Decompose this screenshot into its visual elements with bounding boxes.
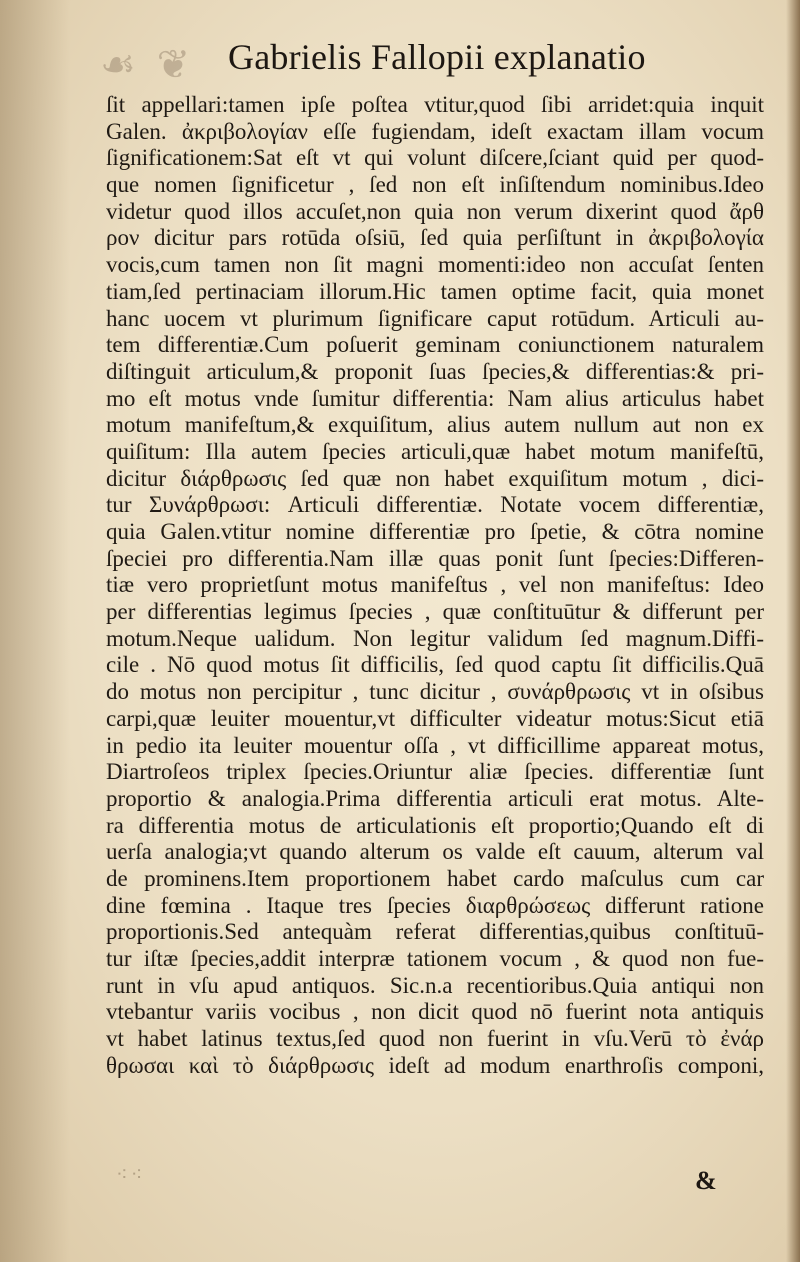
text-line: cile . Nō quod motus ſit difficilis, ſed quod captu ſit difficilis.Quā [106, 652, 764, 678]
text-line: tiæ vero proprietſunt motus manifeſtus , vel non manifeſtus: Ideo [106, 572, 764, 598]
text-line: de prominens.Item proportionem habet cardo maſculus cum car [106, 865, 764, 891]
page-edge [786, 0, 800, 1262]
text-line: motum manifeſtum,& exquiſitum, alius autem nullum aut non ex [106, 412, 764, 438]
text-line: motum.Neque ualidum. Non legitur validum ſed magnum.Diffi- [106, 625, 764, 651]
gutter-shadow [0, 0, 70, 1262]
text-line: que nomen ſignificetur , ſed non eſt inſiſtendum nominibus.Ideo [106, 172, 764, 198]
text-block [86, 92, 764, 1079]
text-line: ra differentia motus de articulationis eſt proportio;Quando eſt di [106, 812, 764, 838]
text-line: quia Galen.vtitur nomine differentiæ pro ſpetie, & cōtra nomine [106, 519, 764, 544]
text-line: diſtinguit articulum,& proponit ſuas ſpecies,& differentias:& pri- [106, 358, 764, 384]
text-line: mo eſt motus vnde ſumitur differentia: Nam alius articulus habet [106, 385, 764, 411]
text-line: videtur quod illos accuſet,non quia non verum dixerint quod ἄρθ [106, 198, 764, 224]
text-line: Diartroſeos triplex ſpecies.Oriuntur aliæ ſpecies. differentiæ ſunt [106, 759, 764, 785]
text-line: ρον dicitur pars rotūda oſsiū, ſed quia perſiſtunt in ἀκριβολογία [106, 225, 764, 251]
text-line: proportionis.Sed antequàm referat differentias,quibus conſtituū- [106, 919, 764, 945]
text-line: vtebantur variis vocibus , non dicit quod nō fuerint nota antiquis [106, 999, 764, 1025]
text-line: runt in vſu apud antiquos. Sic.n.a recentioribus.Quia antiqui non [106, 972, 764, 998]
running-head: Gabrielis Fallopii explanatio [228, 37, 646, 77]
text-line: Galen. ἀκριβολογίαν eſſe fugiendam, ideſt exactam illam vocum [106, 118, 764, 144]
text-line: do motus non percipitur , tunc dicitur , συνάρθρωσις vt in oſsibus [106, 679, 764, 705]
catchword: & [695, 1166, 717, 1195]
text-line: tem differentiæ.Cum poſuerit geminam coniunctionem naturalem [106, 332, 764, 358]
text-line: per differentias legimus ſpecies , quæ conſtituūtur & differunt per [106, 599, 764, 625]
text-line: hanc uocem vt plurimum ſignificare caput rotūdum. Articuli au- [106, 305, 764, 331]
text-line: ſit appellari:tamen ipſe poſtea vtitur,quod ſibi arridet:quia inquit [106, 92, 764, 117]
text-line: tur Συνάρθρωσι: Articuli differentiæ. Notate vocem differentiæ, [106, 492, 764, 518]
text-line: tiam,ſed pertinaciam illorum.Hic tamen optime facit, quia monet [106, 278, 764, 304]
text-line: tur iſtæ ſpecies,addit interpræ tationem vocum , & quod non fue- [106, 946, 764, 971]
text-line: carpi,quæ leuiter mouentur,vt difficulter videatur motus:Sicut etiā [106, 705, 764, 731]
text-line: in pedio ita leuiter mouentur oſſa , vt difficillime appareat motus, [106, 732, 764, 758]
text-line: dine fœmina . Itaque tres ſpecies διαρθρώσεως differunt ratione [106, 892, 764, 918]
bleed-through-mark: ☙ ❦ [100, 42, 195, 88]
bleed-through-folio-icon: ⁖⁖ [116, 1164, 146, 1186]
text-line: proportio & analogia.Prima differentia articuli erat motus. Alte- [106, 785, 764, 811]
text-line: uerſa analogia;vt quando alterum os valde eſt cauum, alterum val [106, 839, 764, 865]
text-line: ſpeciei pro differentia.Nam illæ quas ponit ſunt ſpecies:Differen- [106, 545, 764, 571]
text-line: dicitur διάρθρωσις ſed quæ non habet exquiſitum motum , dici- [106, 465, 764, 491]
text-line: vt habet latinus textus,ſed quod non fuerint in vſu.Verū τὸ ἐνάρ [106, 1026, 764, 1052]
text-line: θρωσαι καὶ τὸ διάρθρωσις ideſt ad modum enarthroſis componi, [106, 1052, 764, 1078]
text-line: vocis,cum tamen non ſit magni momenti:ideo non accuſat ſenten [106, 252, 764, 278]
text-line: ſignificationem:Sat eſt vt qui volunt diſcere,ſciant quid per quod- [106, 145, 764, 171]
text-line: quiſitum: Illa autem ſpecies articuli,quæ habet motum manifeſtū, [106, 438, 764, 464]
